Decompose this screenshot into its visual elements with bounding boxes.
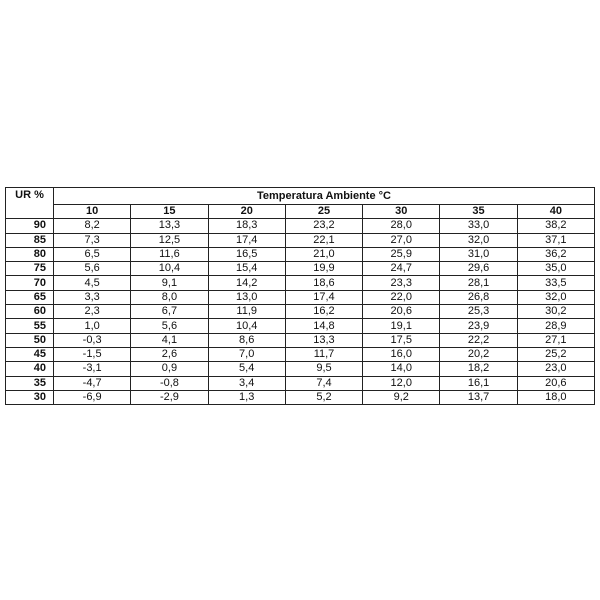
table-cell: 18,0 [517,390,594,404]
table-cell: 2,6 [131,347,208,361]
table-cell: 8,6 [208,333,285,347]
table-cell: 1,0 [54,319,131,333]
table-cell: 13,0 [208,290,285,304]
table-cell: 16,1 [440,376,517,390]
table-cell: 14,8 [285,319,362,333]
table-cell: 26,8 [440,290,517,304]
table-cell: 28,9 [517,319,594,333]
row-header-ur: 45 [6,347,54,361]
table-cell: 9,1 [131,276,208,290]
table-cell: 13,3 [131,219,208,233]
table-header-row-columns [6,205,595,219]
table-cell: 37,1 [517,233,594,247]
table-cell: -1,5 [54,347,131,361]
table-cell: 23,9 [440,319,517,333]
table-cell: 19,1 [363,319,440,333]
table-header-row-top [6,188,595,205]
table-cell: -4,7 [54,376,131,390]
table-cell: 23,0 [517,362,594,376]
table-cell: 36,2 [517,247,594,261]
table-cell: 9,5 [285,362,362,376]
table-cell: 3,3 [54,290,131,304]
row-header-ur: 40 [6,362,54,376]
table-cell: 11,9 [208,305,285,319]
table-row [6,305,595,319]
row-header-ur: 50 [6,333,54,347]
table-cell: 35,0 [517,262,594,276]
table-cell: 7,4 [285,376,362,390]
column-header-temp: 15 [131,205,208,219]
table-cell: 27,0 [363,233,440,247]
table-cell: 29,6 [440,262,517,276]
table-cell: 32,0 [440,233,517,247]
table-cell: 16,5 [208,247,285,261]
table-cell: -0,8 [131,376,208,390]
table-row [6,290,595,304]
table-cell: 20,6 [363,305,440,319]
row-header-ur: 35 [6,376,54,390]
column-header-temp: 30 [363,205,440,219]
table-cell: 16,0 [363,347,440,361]
dew-point-table [5,187,595,405]
table-cell: 28,1 [440,276,517,290]
table-cell: 6,7 [131,305,208,319]
table-cell: 6,5 [54,247,131,261]
ur-column-header: UR % [6,188,54,219]
table-cell: -3,1 [54,362,131,376]
table-row [6,319,595,333]
row-header-ur: 90 [6,219,54,233]
table-cell: 20,2 [440,347,517,361]
table-row [6,362,595,376]
table-cell: 21,0 [285,247,362,261]
table-cell: 31,0 [440,247,517,261]
table-cell: 18,6 [285,276,362,290]
table-cell: 33,0 [440,219,517,233]
table-cell: 25,9 [363,247,440,261]
table-cell: 5,6 [131,319,208,333]
temperature-group-header: Temperatura Ambiente °C [54,188,595,205]
table-cell: 8,0 [131,290,208,304]
table-cell: 32,0 [517,290,594,304]
table-cell: 7,3 [54,233,131,247]
table-row [6,233,595,247]
row-header-ur: 55 [6,319,54,333]
table-cell: 18,3 [208,219,285,233]
table-cell: 5,4 [208,362,285,376]
table-cell: 27,1 [517,333,594,347]
table-cell: 11,7 [285,347,362,361]
table-cell: 10,4 [208,319,285,333]
table-cell: 16,2 [285,305,362,319]
table-cell: 9,2 [363,390,440,404]
table-cell: 30,2 [517,305,594,319]
table-cell: 18,2 [440,362,517,376]
table-cell: 5,2 [285,390,362,404]
table-cell: 2,3 [54,305,131,319]
table-cell: 23,3 [363,276,440,290]
table-cell: 22,1 [285,233,362,247]
column-header-temp: 20 [208,205,285,219]
table-cell: 28,0 [363,219,440,233]
table-cell: 17,4 [208,233,285,247]
row-header-ur: 65 [6,290,54,304]
table-cell: 14,2 [208,276,285,290]
dew-point-table-container [5,187,595,405]
table-cell: -2,9 [131,390,208,404]
table-cell: -0,3 [54,333,131,347]
table-cell: 11,6 [131,247,208,261]
table-cell: 17,5 [363,333,440,347]
table-cell: 15,4 [208,262,285,276]
table-cell: 22,2 [440,333,517,347]
table-cell: 20,6 [517,376,594,390]
table-row [6,333,595,347]
table-cell: 7,0 [208,347,285,361]
row-header-ur: 75 [6,262,54,276]
column-header-temp: 10 [54,205,131,219]
table-cell: -6,9 [54,390,131,404]
table-cell: 0,9 [131,362,208,376]
table-cell: 24,7 [363,262,440,276]
table-cell: 13,3 [285,333,362,347]
table-row [6,247,595,261]
table-body [6,219,595,405]
table-cell: 38,2 [517,219,594,233]
column-header-temp: 35 [440,205,517,219]
table-cell: 12,0 [363,376,440,390]
table-cell: 8,2 [54,219,131,233]
table-cell: 4,1 [131,333,208,347]
table-cell: 19,9 [285,262,362,276]
table-cell: 33,5 [517,276,594,290]
row-header-ur: 60 [6,305,54,319]
column-header-temp: 25 [285,205,362,219]
table-cell: 14,0 [363,362,440,376]
column-header-temp: 40 [517,205,594,219]
table-cell: 13,7 [440,390,517,404]
table-row [6,347,595,361]
row-header-ur: 85 [6,233,54,247]
table-cell: 25,3 [440,305,517,319]
table-cell: 4,5 [54,276,131,290]
table-cell: 23,2 [285,219,362,233]
table-row [6,276,595,290]
row-header-ur: 70 [6,276,54,290]
table-cell: 5,6 [54,262,131,276]
table-row [6,376,595,390]
table-cell: 22,0 [363,290,440,304]
table-row [6,262,595,276]
table-cell: 17,4 [285,290,362,304]
row-header-ur: 30 [6,390,54,404]
table-row [6,390,595,404]
table-cell: 3,4 [208,376,285,390]
table-cell: 25,2 [517,347,594,361]
table-cell: 1,3 [208,390,285,404]
table-cell: 12,5 [131,233,208,247]
table-row [6,219,595,233]
row-header-ur: 80 [6,247,54,261]
table-cell: 10,4 [131,262,208,276]
